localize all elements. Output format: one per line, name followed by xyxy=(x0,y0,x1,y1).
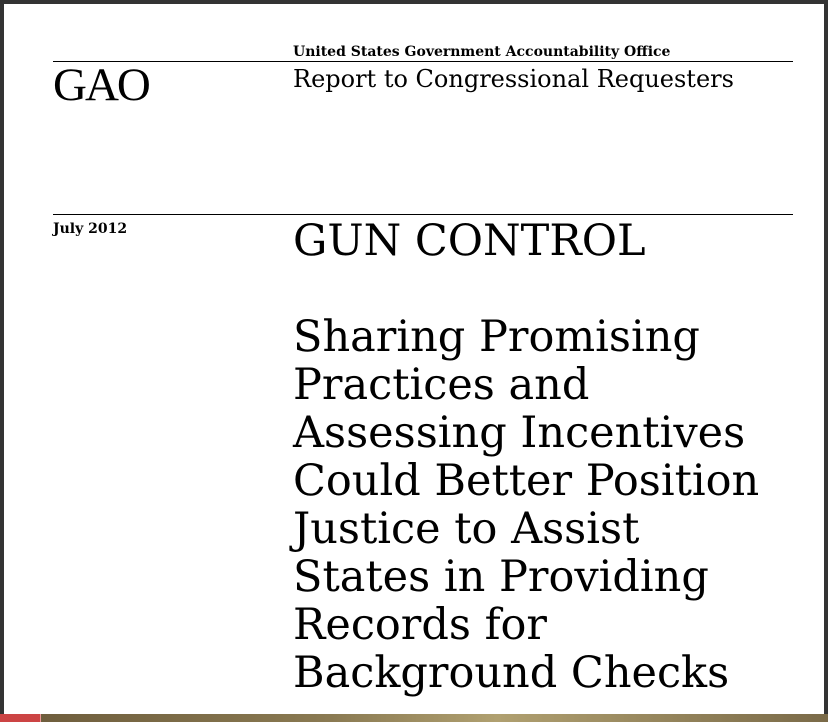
subtitle-line: Background Checks xyxy=(293,648,730,698)
subtitle-line: States in Providing xyxy=(293,552,709,602)
report-subtitle xyxy=(293,313,793,697)
subtitle-line: Assessing Incentives xyxy=(293,408,746,458)
agency-name: United States Government Accountability Office xyxy=(293,44,671,60)
subtitle-line: Justice to Assist xyxy=(293,504,640,554)
header-rule xyxy=(53,61,793,62)
report-date: July 2012 xyxy=(53,221,128,237)
gao-logo: GAO xyxy=(53,59,149,111)
subtitle-line: Could Better Position xyxy=(293,456,760,506)
subtitle-line: Records for xyxy=(293,600,547,650)
taskbar-tab[interactable] xyxy=(0,714,41,722)
report-title: GUN CONTROL xyxy=(293,216,646,266)
report-cover-page xyxy=(4,4,824,714)
title-rule xyxy=(53,214,793,215)
report-type: Report to Congressional Requesters xyxy=(293,65,734,93)
subtitle-line: Sharing Promising xyxy=(293,312,700,362)
subtitle-line: Practices and xyxy=(293,360,590,410)
desktop-background-strip xyxy=(0,714,828,722)
